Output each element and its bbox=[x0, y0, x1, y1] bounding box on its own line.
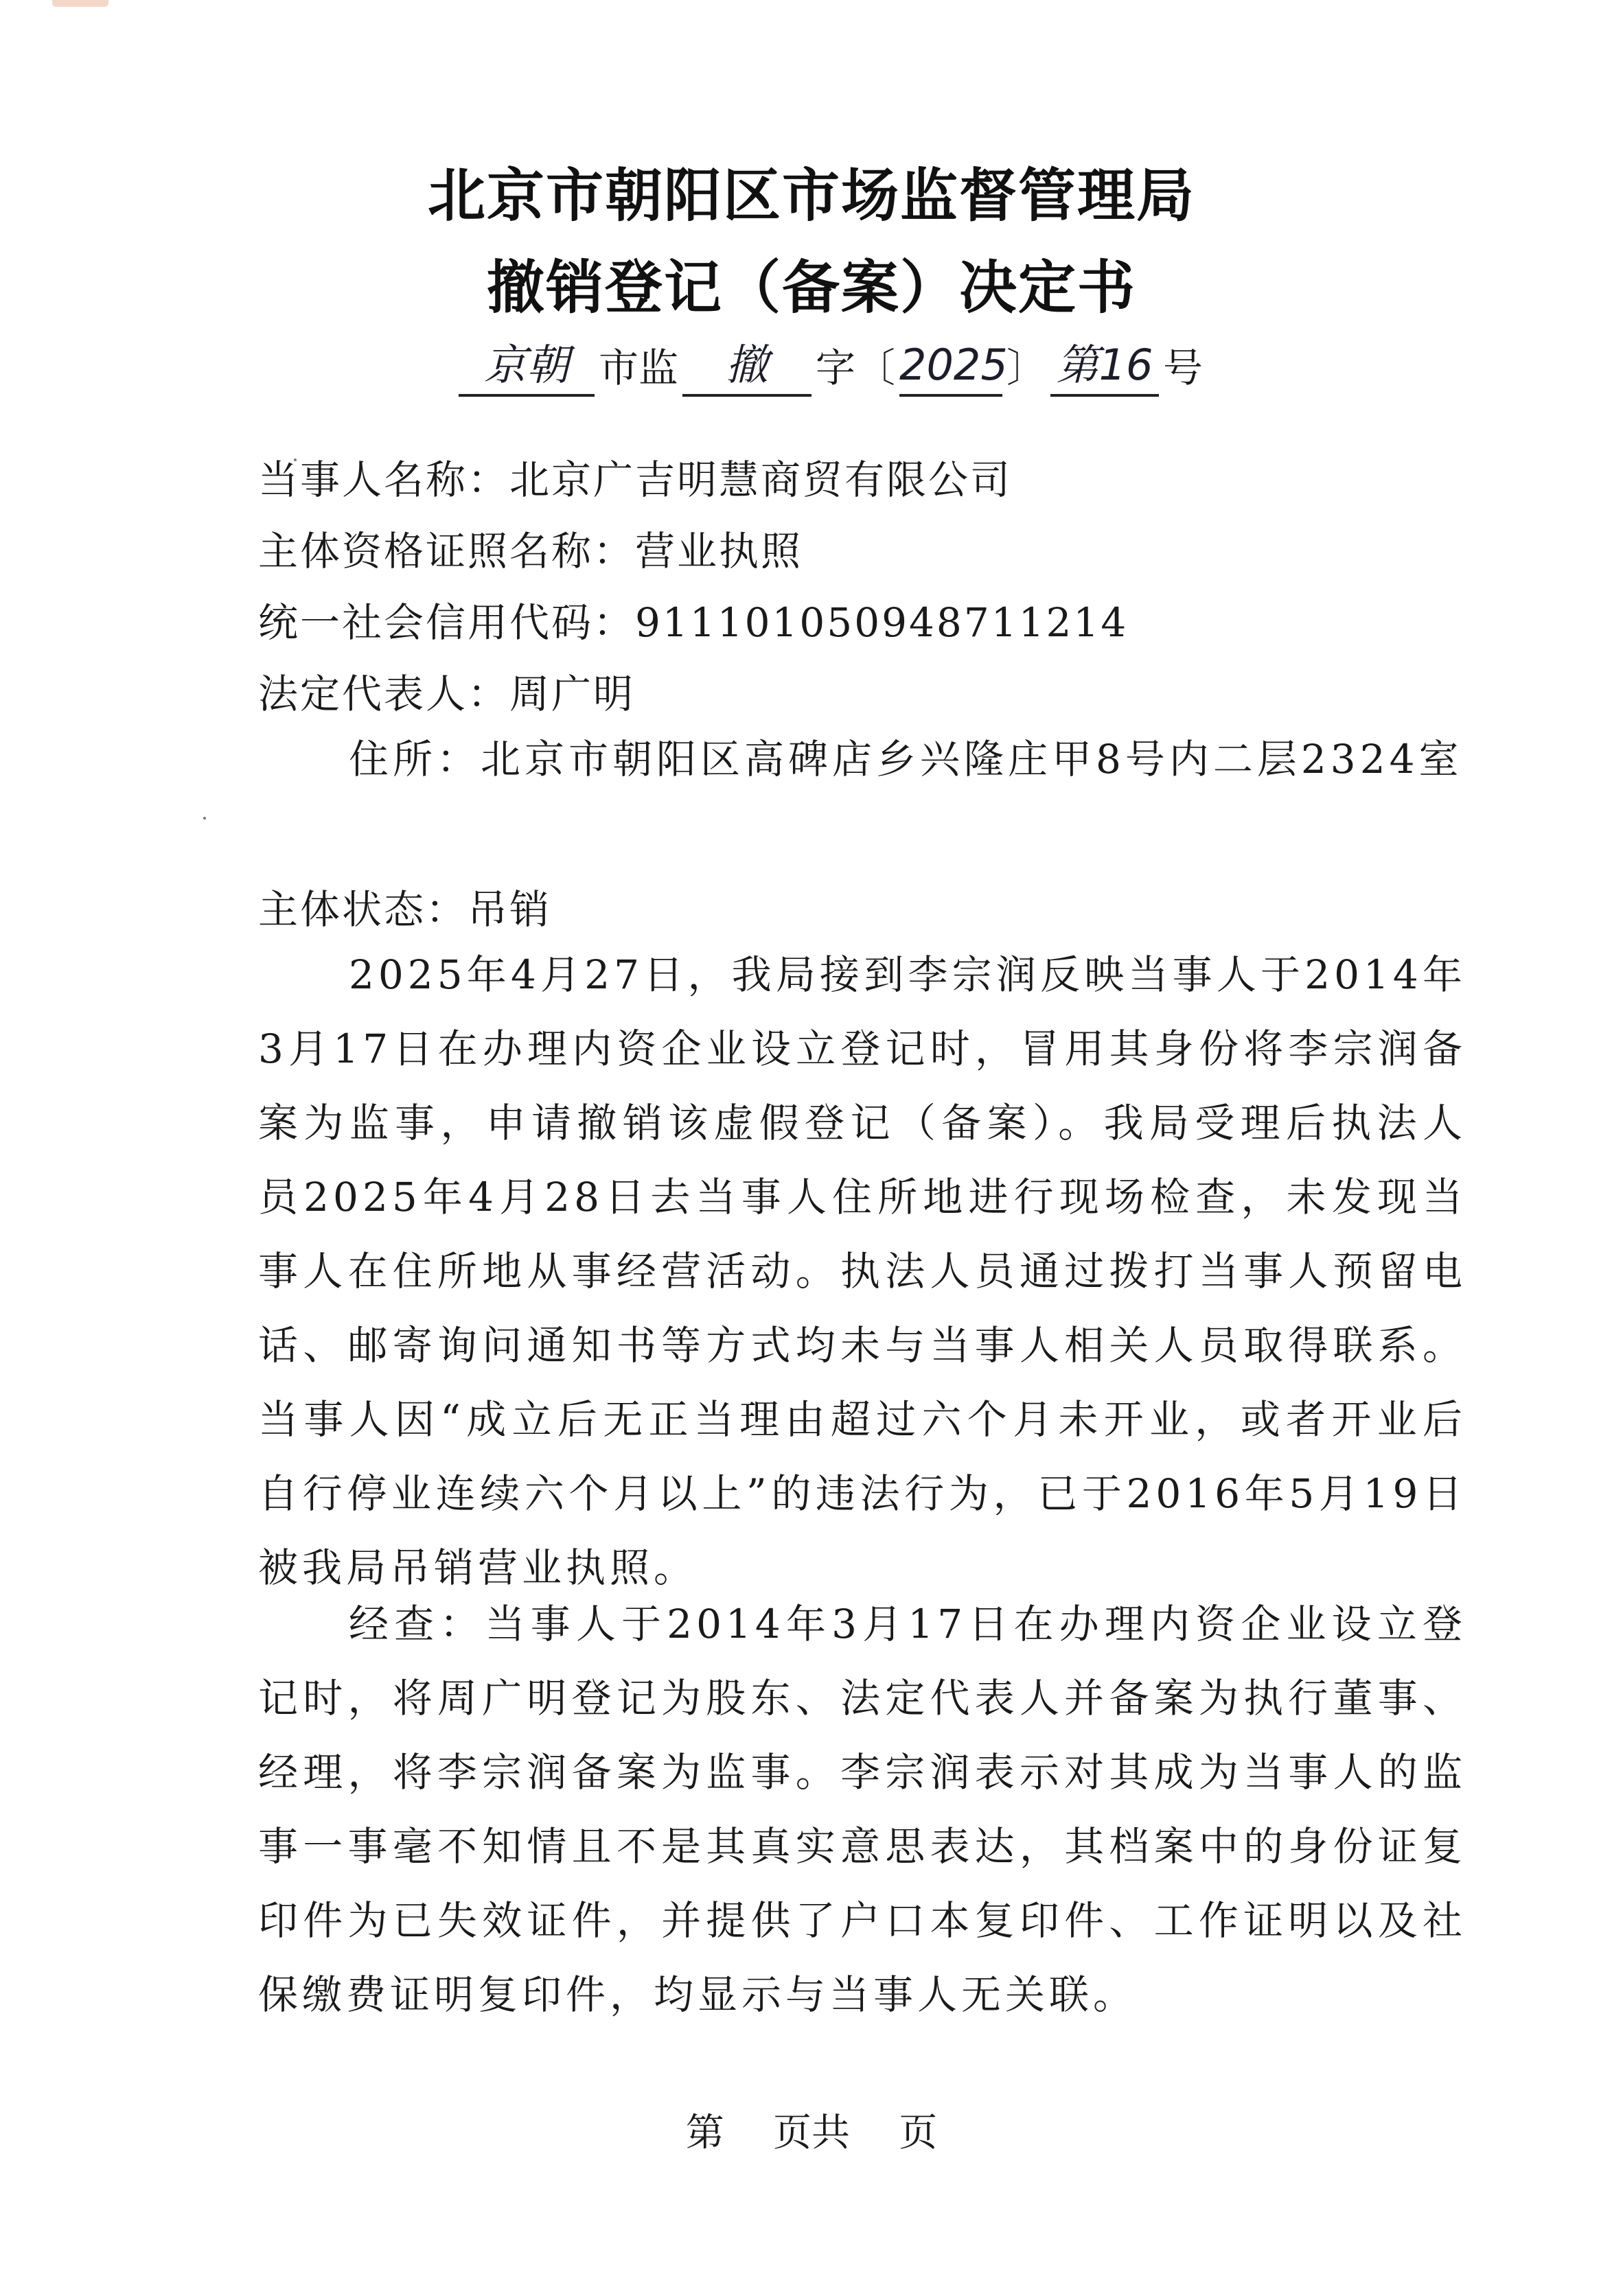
handwritten-type: 撤 bbox=[682, 336, 812, 397]
document-subtitle: 撤销登记（备案）决定书 bbox=[486, 254, 1136, 321]
scan-speck bbox=[203, 817, 206, 820]
party-name: 当事人名称：北京广吉明慧商贸有限公司 bbox=[258, 456, 1013, 503]
handwritten-number: 第16 bbox=[1050, 336, 1159, 397]
body-paragraph-2: 经查：当事人于2014年3月17日在办理内资企业设立登记时，将周广明登记为股东、法定代表人并备案为执行董事、经理，将李宗润备案为监事。李宗润表示对其成为当事人的监事一事毫不知情且不是其真实意思表达，其档案中的身份证复印件为已失效证件，并提供了户口本复印件、工作证明以及社保缴费证明复印件，均显示与当事人无关联。 bbox=[258, 1601, 1466, 2018]
handwritten-prefix: 京朝 bbox=[459, 336, 595, 397]
entity-status: 主体状态：吊销 bbox=[258, 886, 552, 933]
doc-number-label-hao: 号 bbox=[1163, 345, 1204, 391]
document-title: 北京市朝阳区市场监督管理局 bbox=[427, 162, 1195, 229]
doc-number-label-market: 市监 bbox=[599, 345, 679, 391]
body-paragraph-1: 2025年4月27日，我局接到李宗润反映当事人于2014年3月17日在办理内资企业设立登记时，冒用其身份将李宗润备案为监事，申请撤销该虚假登记（备案）。我局受理后执法人员2025年4月28日去当事人住所地进行现场检查，未发现当事人在住所地从事经营活动。执法人员通过拨打当事人预留电话、邮寄询问通知书等方式均未与当事人相关人员取得联系。当事人因“成立后无正当理由超过六个月未开业，或者开业后自行停业连续六个月以上”的违法行为，已于2016年5月19日被我局吊销营业执照。 bbox=[258, 951, 1466, 1591]
doc-number-label-zi: 字〔 bbox=[816, 345, 896, 391]
address: 住所：北京市朝阳区高碑店乡兴隆庄甲8号内二层2324室 bbox=[349, 736, 1463, 782]
document-number bbox=[459, 328, 1207, 397]
doc-number-label-close: 〕 bbox=[1006, 345, 1047, 391]
scan-corner-mark bbox=[52, 0, 108, 7]
page-footer: 第 页共 页 bbox=[685, 2111, 938, 2155]
legal-representative: 法定代表人：周广明 bbox=[258, 671, 636, 717]
credit-code: 统一社会信用代码：911101050948711214 bbox=[258, 599, 1129, 646]
license-type: 主体资格证照名称：营业执照 bbox=[258, 528, 803, 575]
handwritten-year: 2025 bbox=[899, 336, 1002, 397]
